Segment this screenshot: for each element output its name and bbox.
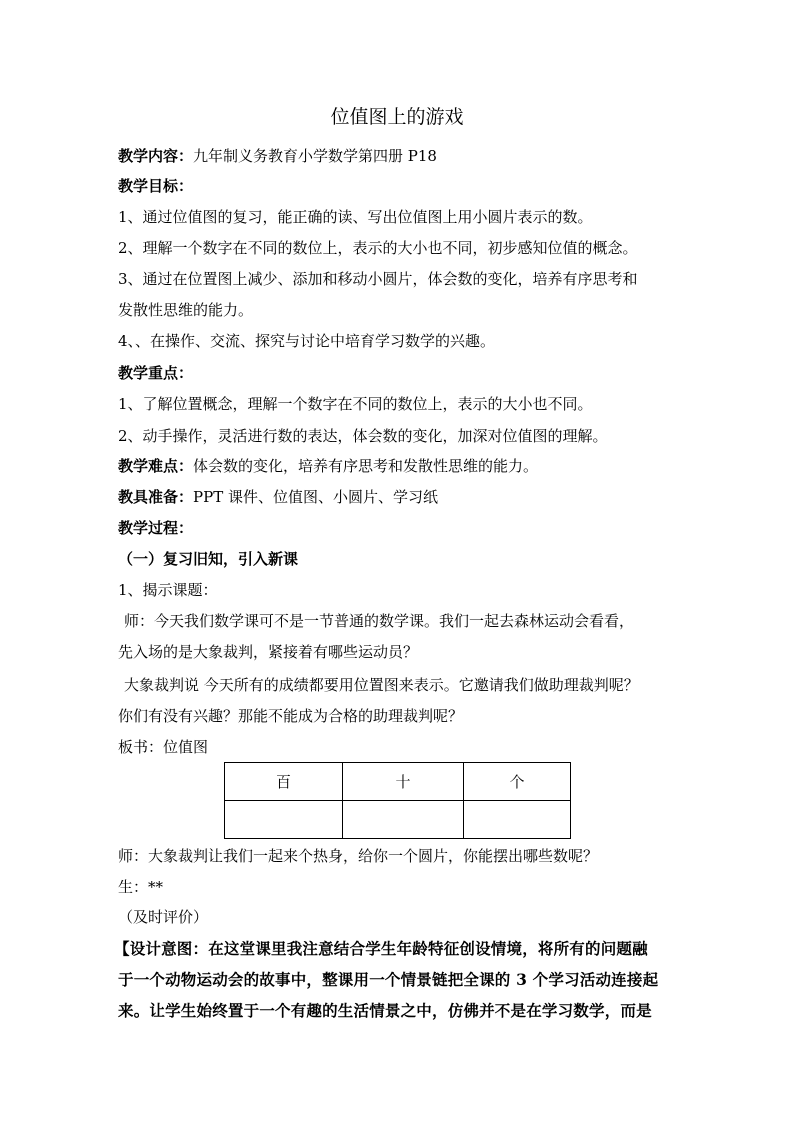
place-value-table [224,762,571,839]
place-value-empty-row [225,801,571,839]
elephant-line: 大象裁判说 今天所有的成绩都要用位置图来表示。它邀请我们做助理裁判呢？ [124,676,639,694]
tens-cell [343,801,464,839]
teaching-content-label: 教学内容： [118,147,194,165]
goal-item: 1、通过位值图的复习，能正确的读、写出位值图上用小圆片表示的数。 [118,208,593,226]
place-value-header-row [225,763,571,801]
difficulty-label: 教学难点： [118,457,194,475]
design-intent-line: 【设计意图：在这堂课里我注意结合学生年龄特征创设情境，将所有的问题融 [114,939,648,958]
teacher-line: 师：大象裁判让我们一起来个热身，给你一个圆片，你能摆出哪些数呢？ [118,847,599,865]
difficulty-text: 体会数的变化，培养有序思考和发散性思维的能力。 [193,457,539,475]
board-note: 板书：位值图 [118,738,209,756]
goal-item: 4、、在操作、交流、探究与讨论中培育学习数学的兴趣。 [118,332,496,350]
ones-header: 个 [464,763,571,801]
teacher-line: 先入场的是大象裁判，紧接着有哪些运动员？ [118,643,419,661]
goal-item: 2、理解一个数字在不同的数位上，表示的大小也不同，初步感知位值的概念。 [118,239,638,257]
key-point-item: 2、动手操作，灵活进行数的表达，体会数的变化，加深对位值图的理解。 [118,427,608,445]
student-line: 生：** [118,878,164,896]
key-points-heading: 教学重点： [118,364,194,382]
tools-label: 教具准备： [118,488,194,506]
process-heading: 教学过程： [118,519,194,537]
design-intent-line: 来。让学生始终置于一个有趣的生活情景之中，仿佛并不是在学习数学，而是 [118,1001,652,1020]
document-title: 位值图上的游戏 [330,106,464,128]
tens-header: 十 [343,763,464,801]
hundreds-cell [225,801,343,839]
teaching-tools [118,486,678,508]
section-heading: （一）复习旧知，引入新课 [118,550,299,568]
ones-cell [464,801,571,839]
key-point-item: 1、了解位置概念，理解一个数字在不同的数位上，表示的大小也不同。 [118,395,593,413]
goals-heading: 教学目标： [118,177,194,195]
elephant-line: 你们有没有兴趣？那能不能成为合格的助理裁判呢？ [118,707,464,725]
teaching-difficulty [118,455,678,477]
step-heading: 1、揭示课题： [118,581,218,599]
tools-text: PPT 课件、位值图、小圆片、学习纸 [193,488,438,506]
teacher-line: 师：今天我们数学课可不是一节普通的数学课。我们一起去森林运动会看看， [124,612,635,630]
hundreds-header: 百 [225,763,343,801]
design-intent-line: 于一个动物运动会的故事中，整课用一个情景链把全课的 3 个学习活动连接起 [118,970,659,989]
goal-item-continued: 发散性思维的能力。 [118,301,254,319]
teaching-content-text: 九年制义务教育小学数学第四册 P18 [193,147,437,165]
teaching-content [118,145,678,167]
feedback-note: （及时评价） [118,908,209,926]
goal-item: 3、通过在位置图上减少、添加和移动小圆片，体会数的变化，培养有序思考和 [118,270,638,288]
